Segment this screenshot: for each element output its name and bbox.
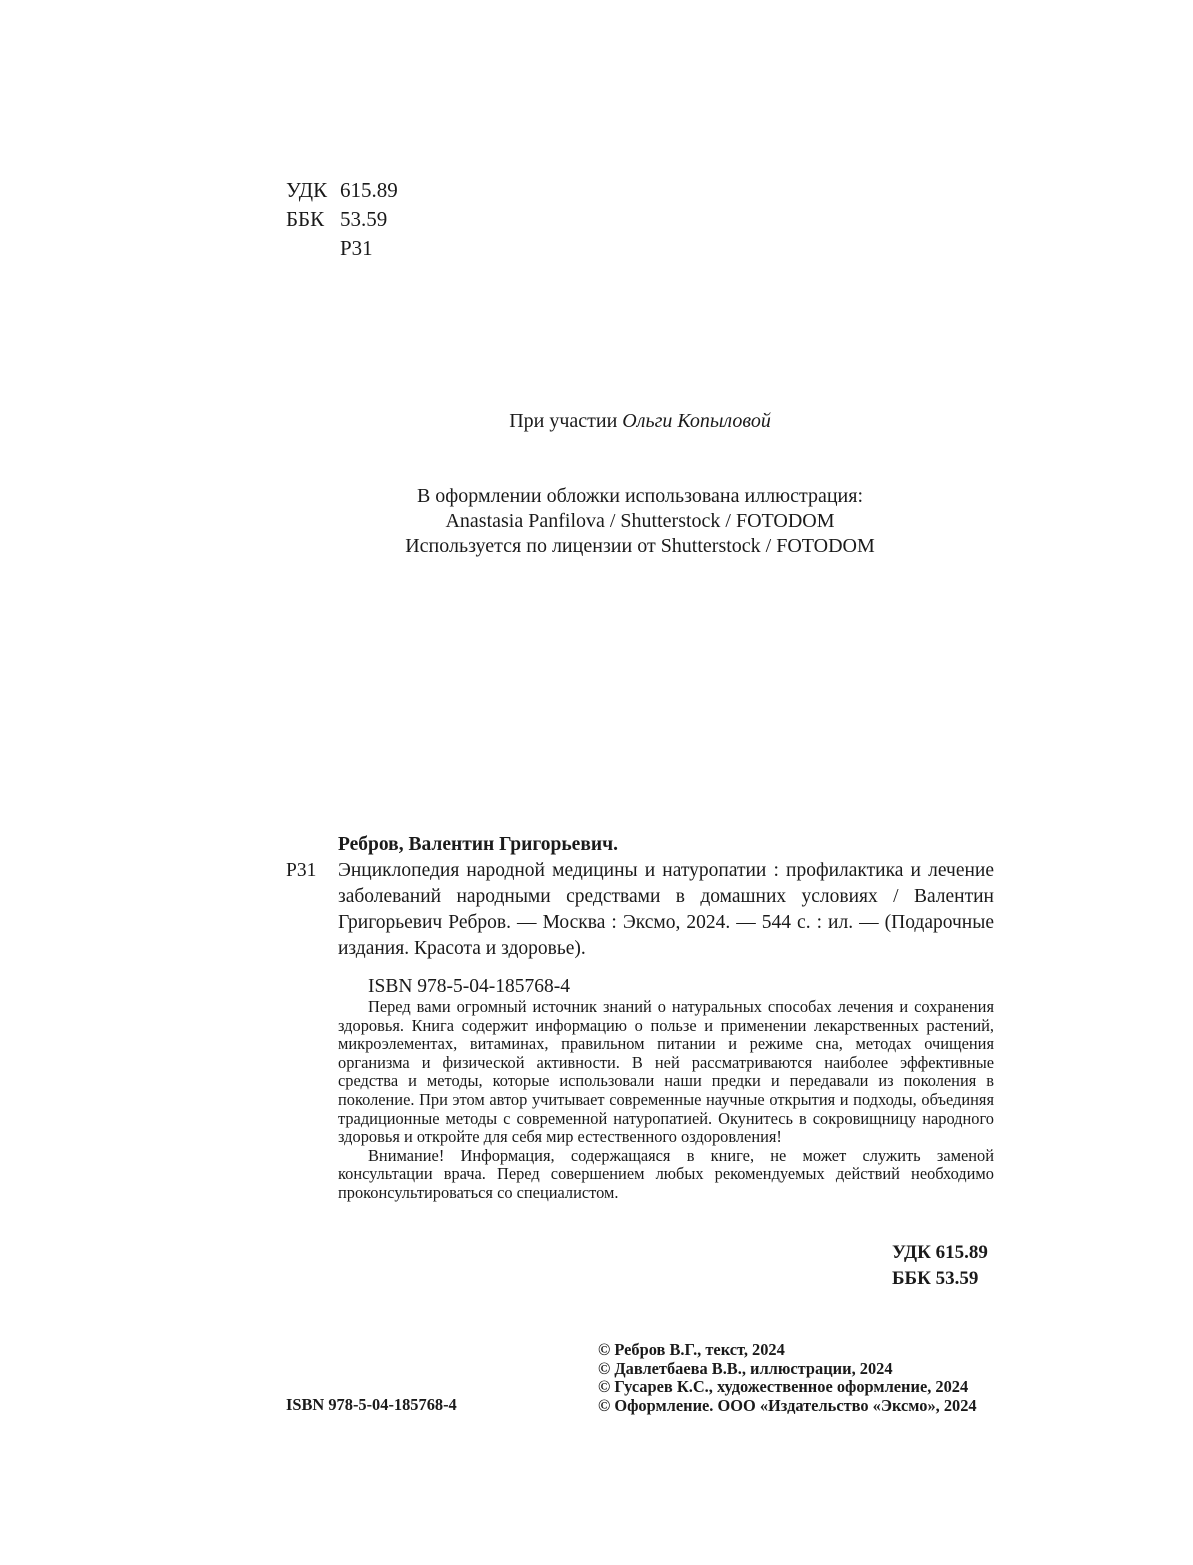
- udk-code: УДК 615.89: [892, 1242, 988, 1263]
- isbn-footer: ISBN 978-5-04-185768-4: [286, 1395, 457, 1414]
- cover-credit-line: В оформлении обложки использована иллюстрация:: [416, 485, 864, 507]
- bbk-row: [286, 205, 398, 234]
- author-mark: Р31: [340, 236, 373, 260]
- bibliographic-record: [286, 832, 994, 1000]
- copyright-line: © Ребров В.Г., текст, 2024: [598, 1340, 785, 1359]
- record-author: Ребров, Валентин Григорьевич.: [338, 834, 618, 855]
- record-author-mark: Р31: [286, 860, 317, 881]
- participation-credit: [290, 408, 990, 434]
- record-isbn: ISBN 978-5-04-185768-4: [368, 976, 571, 997]
- annotation-paragraph: Перед вами огромный источник знаний о натуральных способах лечения и сохранения здоровья. Книга содержит информацию о пользе и применении лекарственных растений, микроэлементах, витаминах, правильном питании и режиме сна, методах очищения организма и физической активности. В ней рассматриваются наиболее эффективные средства и методы, которые использовали наши предки и передавали из поколения в поколение. При этом автор учитывает современные научные открытия и подходы, объединяя традиционные методы с современной натуропатией. Окунитесь в сокровищницу народного здоровья и откройте для себя мир естественного оздоровления!: [338, 997, 994, 1147]
- udk-value: 615.89: [340, 178, 398, 202]
- annotation: [338, 998, 994, 1203]
- classification-block-bottom: [892, 1240, 988, 1292]
- copyright-line: © Давлетбаева В.В., иллюстрации, 2024: [598, 1358, 893, 1378]
- cover-credit-line: Anastasia Panfilova / Shutterstock / FOTODOM: [445, 510, 835, 532]
- udk-row: [286, 176, 398, 205]
- copyright-line: © Гусарев К.С., художественное оформление, 2024: [598, 1377, 969, 1397]
- copyright-line: © Оформление. ООО «Издательство «Эксмо», 2024: [598, 1395, 977, 1415]
- udk-label: УДК: [286, 178, 328, 202]
- classification-block-top: [286, 176, 398, 263]
- bbk-code: ББК 53.59: [892, 1268, 979, 1289]
- record-description: Энциклопедия народной медицины и натуропатии : профилактика и лечение заболеваний народными средствами в домашних условиях / Валентин Григорьевич Ребров. — Москва : Эксмо, 2024. — 544 с. : ил. — (Подарочные издания. Красота и здоровье).: [338, 860, 994, 959]
- participation-prefix: При участии: [509, 410, 618, 432]
- record-body: [286, 858, 994, 962]
- bbk-label: ББК: [286, 207, 325, 231]
- copyright-block: [598, 1341, 977, 1415]
- author-mark-row: [286, 234, 398, 263]
- cover-credit-line: Используется по лицензии от Shutterstock / FOTODOM: [405, 535, 875, 557]
- participant-name: Ольги Копыловой: [622, 410, 771, 432]
- cover-credits: [290, 484, 990, 559]
- bbk-value: 53.59: [340, 207, 388, 231]
- annotation-warning: Внимание! Информация, содержащаяся в книге, не может служить заменой консультации врача. Перед совершением любых рекомендуемых действий необходимо проконсультироваться со специалистом.: [338, 1145, 994, 1202]
